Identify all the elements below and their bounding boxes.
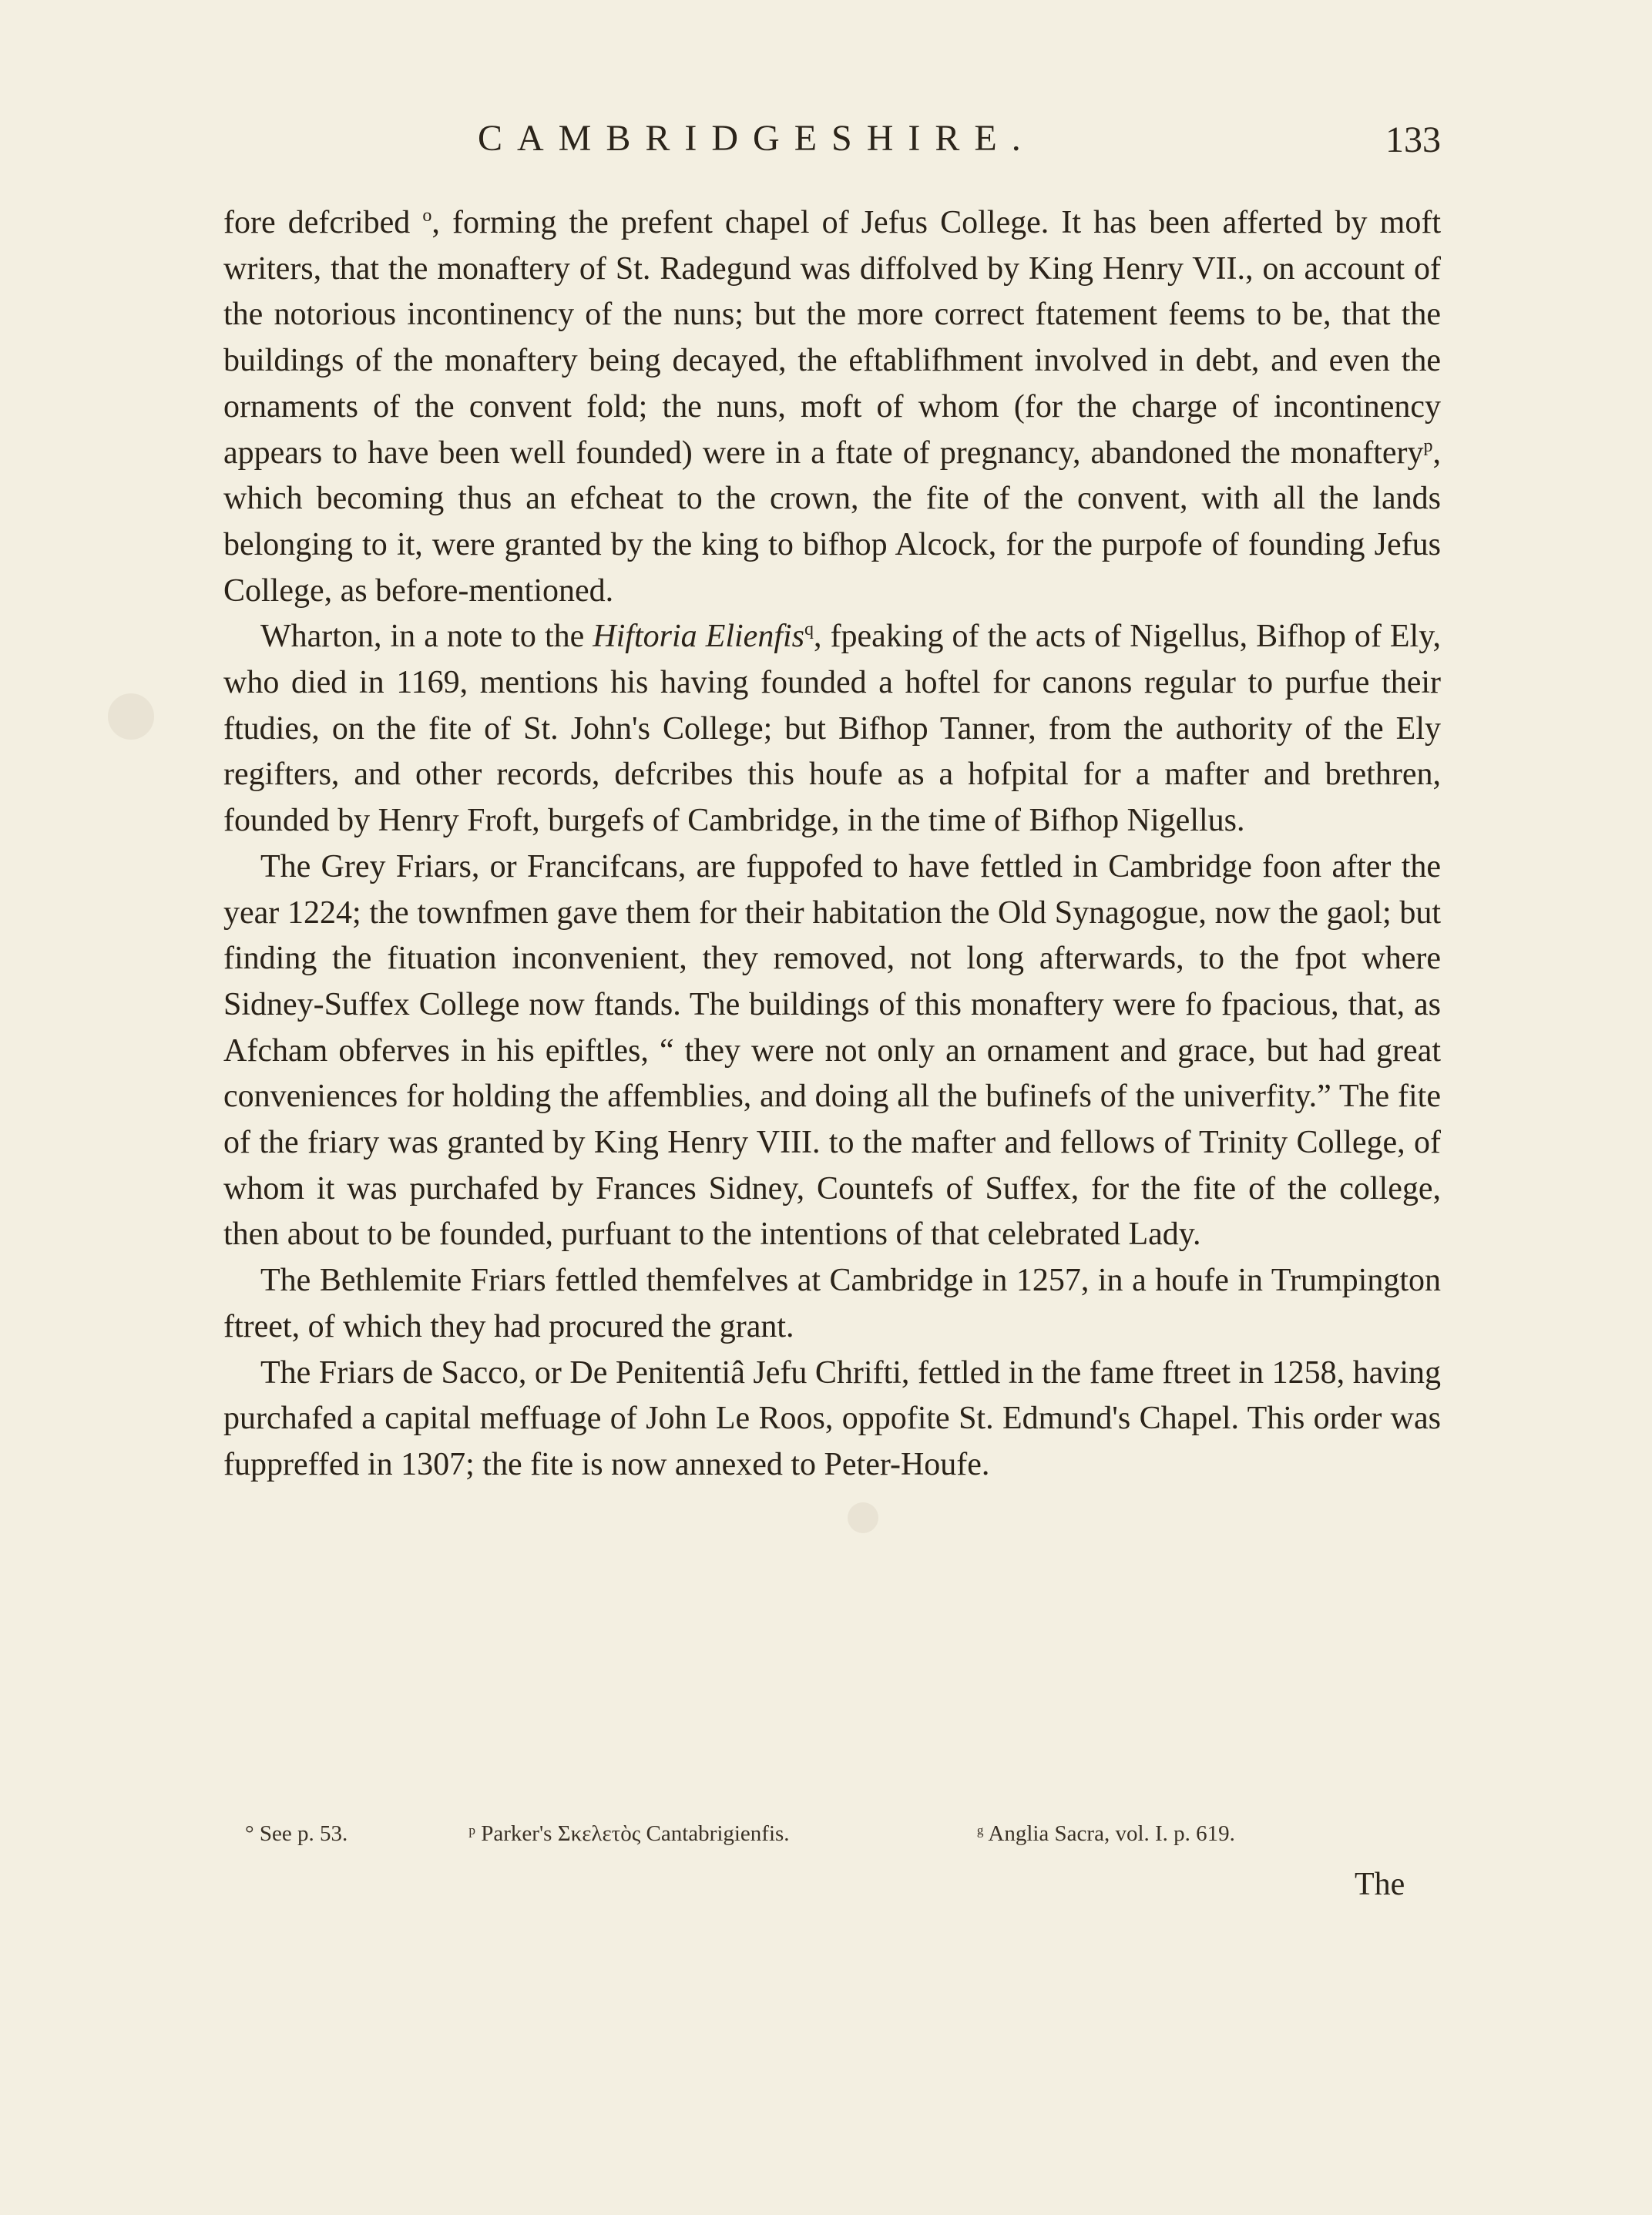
paper-stain xyxy=(108,693,154,740)
paragraph xyxy=(223,844,1441,1258)
text-run: The Grey Friars, or Francifcans, are fuppofed to have fettled in Cambridge foon after the year 1224; the townfmen gave them for their habitation the Old Synagogue, now the gaol; but finding the fituation inconvenient, they removed, not long afterwards, to the fpot where Sidney-Suffex College now ftands. The buildings of this monaftery were fo fpacious, that, as Afcham obferves in his epiftles, “ they were not only an ornament and grace, but had great conveniences for holding the affemblies, and doing all the bufinefs of the univerfity.” The fite of the friary was granted by King Henry VIII. to the mafter and fellows of Trinity College, of whom it was purchafed by Frances Sidney, Countefs of Suffex, for the fite of the college, then about to be founded, purfuant to the intentions of that celebrated Lady. xyxy=(223,848,1441,1253)
paragraph xyxy=(223,614,1441,844)
paper-stain xyxy=(848,1502,878,1533)
footnote-p: ᵖ Parker's Σκελετὸς Cantabrigienfis. xyxy=(468,1821,790,1846)
text-run: Wharton, in a note to the xyxy=(260,619,593,655)
running-title: CAMBRIDGESHIRE. xyxy=(478,118,1036,159)
paragraph xyxy=(223,1351,1441,1488)
text-run: , fpeaking of the acts of Nigellus, Bifhop of Ely, who died in 1169, mentions his having founded a hoftel for canons regular to purfue their ftudies, on the fite of St. John's College; but Bifhop Tanner, from the authority of the Ely regifters, and other records, defcribes this houfe as a hofpital for a mafter and brethren, founded by Henry Froft, burgefs of Cambridge, in the time of Bifhop Nigellus. xyxy=(223,619,1441,839)
footnote-reference: q xyxy=(804,619,814,640)
text-run: The Friars de Sacco, or De Penitentiâ Jefu Chrifti, fettled in the fame ftreet in 1258, having purchafed a capital meffuage of John Le Roos, oppofite St. Edmund's Chapel. This order was fuppreffed in 1307; the fite is now annexed to Peter-Houfe. xyxy=(223,1354,1441,1482)
paragraph xyxy=(223,1258,1441,1350)
body-text xyxy=(223,200,1441,1488)
catchword: The xyxy=(1355,1867,1405,1902)
page-header xyxy=(223,117,1441,171)
text-run: fore defcribed xyxy=(223,205,423,240)
text-run: The Bethlemite Friars fettled themfelves at Cambridge in 1257, in a houfe in Trumpington ftreet, of which they had procured the grant. xyxy=(223,1263,1441,1344)
page-number: 133 xyxy=(1385,119,1441,160)
italic-title: Hiftoria Elienfis xyxy=(593,619,805,655)
footnote-q: ᵍ Anglia Sacra, vol. I. p. 619. xyxy=(977,1821,1235,1846)
text-run: , forming the prefent chapel of Jefus College. It has been afferted by moft writers, that the monaftery of St. Radegund was diffolved by King Henry VII., on account of the notorious incontinency of the nuns; but the more correct ftatement feems to be, that the buildings of the monaftery being decayed, the eftablifhment involved in debt, and even the ornaments of the convent fold; the nuns, moft of whom (for the charge of incontinency appears to have been well founded) were in a ftate of pregnancy, abandoned the monaftery xyxy=(223,205,1441,471)
footnote-reference: o xyxy=(422,206,432,226)
text-run: , which becoming thus an efcheat to the crown, the fite of the convent, with all the lands belonging to it, were granted by the king to bifhop Alcock, for the purpofe of founding Jefus College, as before-mentioned. xyxy=(223,435,1441,609)
footnote-reference: p xyxy=(1423,435,1433,456)
paragraph xyxy=(223,200,1441,614)
footnote-o: ° See p. 53. xyxy=(245,1821,348,1846)
